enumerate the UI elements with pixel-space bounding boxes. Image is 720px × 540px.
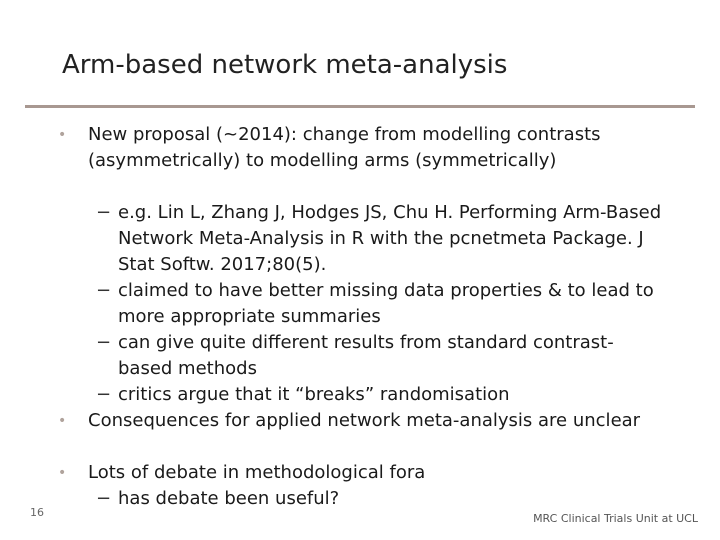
bullet-item (58, 122, 648, 174)
page-number: 16 (30, 506, 44, 519)
sub-bullet-text: e.g. Lin L, Zhang J, Hodges JS, Chu H. Performing Arm-Based Network Meta-Analysis in R with the pcnetmeta Package. J Stat Softw. 2017;80(5). (118, 202, 662, 275)
sub-bullet-text: critics argue that it “breaks” randomisation (118, 384, 510, 405)
dash-marker: − (96, 202, 112, 223)
bullet-text: New proposal (~2014): change from modelling contrasts (asymmetrically) to modelling arms (symmetrically) (88, 124, 601, 171)
sub-bullet-item (96, 486, 668, 512)
bullet-text: Consequences for applied network meta-analysis are unclear (88, 410, 641, 431)
dash-marker: − (96, 280, 112, 301)
bullet-item (58, 408, 648, 434)
dash-marker: − (96, 488, 112, 509)
bullet-marker: • (58, 413, 67, 429)
bullet-marker: • (58, 127, 67, 143)
sub-bullet-text: has debate been useful? (118, 488, 340, 509)
sub-bullet-item (96, 330, 668, 382)
footer-text: MRC Clinical Trials Unit at UCL (533, 512, 698, 525)
dash-marker: − (96, 332, 112, 353)
sub-bullet-item (96, 200, 668, 278)
sub-bullet-text: claimed to have better missing data properties & to lead to more appropriate summaries (118, 280, 654, 327)
bullet-text: Lots of debate in methodological fora (88, 462, 426, 483)
slide-title: Arm-based network meta-analysis (62, 50, 508, 80)
bullet-marker: • (58, 465, 67, 481)
title-divider (25, 105, 695, 108)
dash-marker: − (96, 384, 112, 405)
sub-bullet-text: can give quite different results from standard contrast-based methods (118, 332, 614, 379)
sub-bullet-item (96, 382, 668, 408)
bullet-item (58, 460, 648, 486)
sub-bullet-item (96, 278, 668, 330)
